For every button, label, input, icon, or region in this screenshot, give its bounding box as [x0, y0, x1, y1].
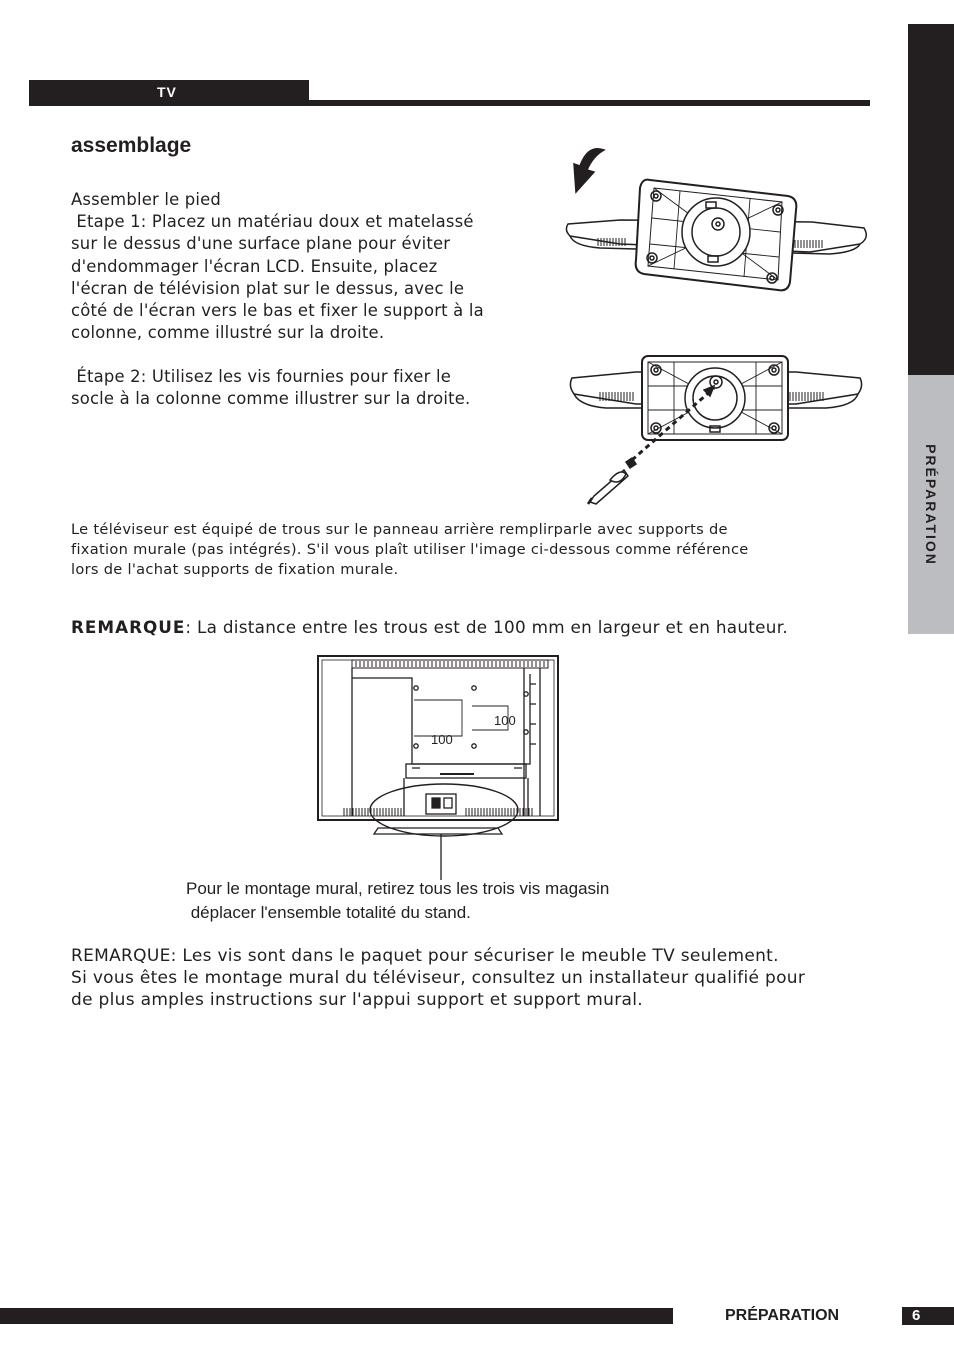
- screw-fix-illustration: [566, 352, 866, 512]
- stand-attach-illustration: [560, 140, 880, 300]
- remark-hole-distance: [71, 617, 788, 637]
- header-label: TV: [157, 84, 177, 100]
- text-line: déplacer l'ensemble totalité du stand.: [186, 903, 471, 922]
- tv-back-panel-figure: [316, 654, 562, 880]
- text-line: Étape 2: Utilisez les vis fournies pour fixer le: [71, 367, 451, 386]
- text-line: Assembler le pied: [71, 190, 222, 209]
- footer-section-label: PRÉPARATION: [725, 1307, 840, 1324]
- remark-text: : La distance entre les trous est de 100 mm en largeur et en hauteur.: [185, 617, 789, 637]
- intro-paragraph: [71, 189, 484, 344]
- text-line: Etape 1: Placez un matériau doux et matelassé: [71, 212, 474, 232]
- text-line: Le téléviseur est équipé de trous sur le panneau arrière remplirparle avec supports de: [71, 521, 728, 538]
- text-line: côté de l'écran vers le bas et fixer le support à la: [71, 301, 484, 321]
- text-line: Pour le montage mural, retirez tous les trois vis magasin: [186, 879, 610, 898]
- page-number: 6: [912, 1307, 921, 1324]
- dim-label-vertical: 100: [494, 713, 516, 728]
- remark-label: REMARQUE: [71, 617, 186, 637]
- side-tab-dark: [908, 24, 954, 375]
- text-line: Si vous êtes le montage mural du téléviseur, consultez un installateur qualifié pour: [71, 968, 806, 988]
- wall-mount-caption: [186, 877, 609, 925]
- header-rule: [29, 100, 870, 106]
- section-title: assemblage: [71, 134, 192, 157]
- text-line: socle à la colonne comme illustrer sur la droite.: [71, 389, 471, 409]
- footer-rule: [0, 1308, 673, 1324]
- side-tab-label: PRÉPARATION: [923, 444, 939, 566]
- page-number-box: [902, 1307, 954, 1325]
- dim-label-horizontal: 100: [431, 732, 453, 747]
- text-line: de plus amples instructions sur l'appui support et support mural.: [71, 990, 643, 1010]
- text-line: l'écran de télévision plat sur le dessus, avec le: [71, 278, 465, 298]
- remark-screws: [71, 945, 805, 1011]
- text-line: REMARQUE: Les vis sont dans le paquet pour sécuriser le meuble TV seulement.: [71, 946, 779, 966]
- text-line: fixation murale (pas intégrés). S'il vous plaît utiliser l'image ci-dessous comme référence: [71, 541, 749, 558]
- text-line: sur le dessus d'une surface plane pour éviter: [71, 234, 451, 254]
- step2-paragraph: [71, 366, 470, 410]
- text-line: d'endommager l'écran LCD. Ensuite, placez: [71, 256, 438, 276]
- text-line: lors de l'achat supports de fixation murale.: [71, 561, 399, 578]
- text-line: colonne, comme illustré sur la droite.: [71, 323, 385, 343]
- wall-mount-info: [71, 520, 749, 580]
